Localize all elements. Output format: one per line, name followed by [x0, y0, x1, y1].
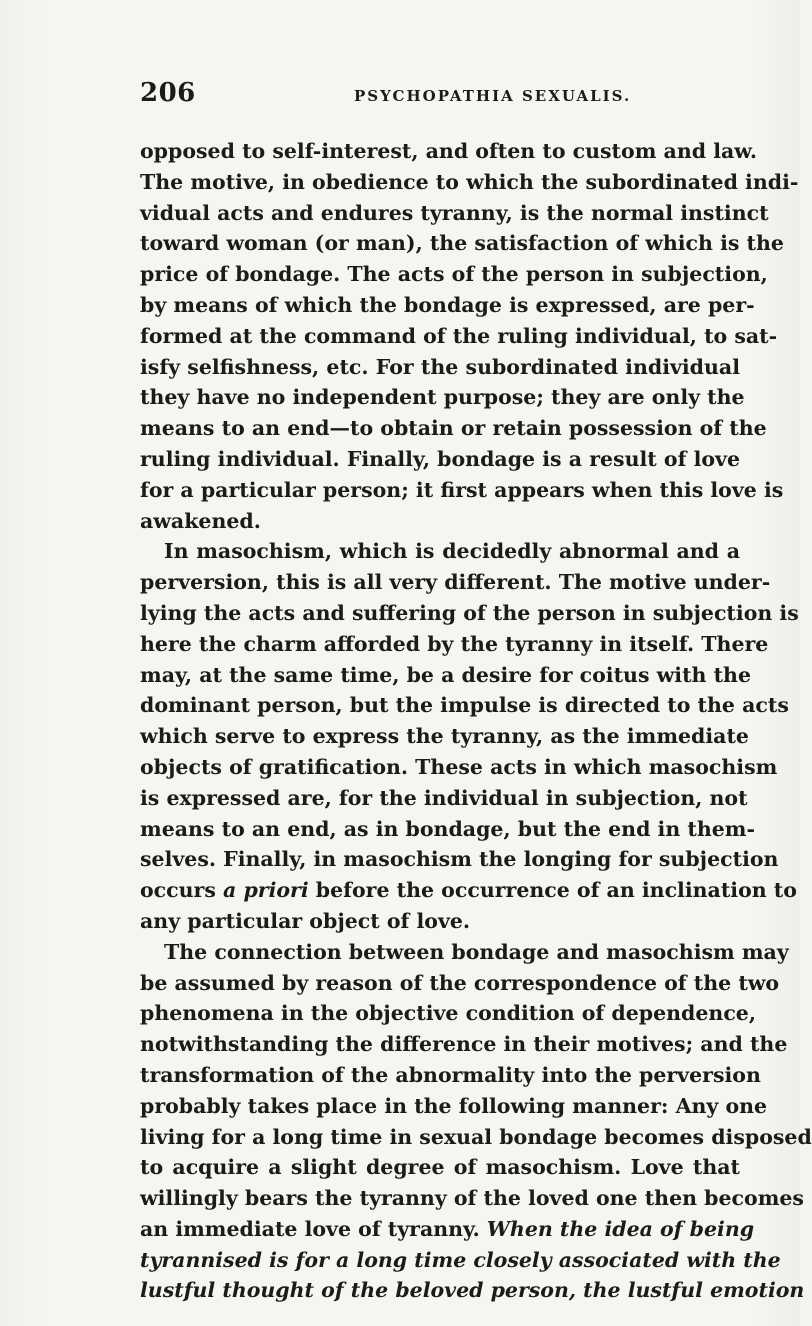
text-line	[140, 1275, 805, 1306]
text-line: living for a long time in sexual bondage becomes disposed	[140, 1124, 812, 1149]
text-line	[140, 1214, 755, 1245]
text-line: isfy selfishness, etc. For the subordinated individual	[140, 354, 740, 379]
text-line: ruling individual. Finally, bondage is a result of love	[140, 446, 740, 471]
text-run: occurs	[140, 878, 224, 903]
text-line: to acquire a slight degree of masochism. Love that	[140, 1155, 740, 1180]
italic-text: a priori	[223, 878, 309, 903]
text-line: price of bondage. The acts of the person in subjection,	[140, 262, 768, 287]
page-header	[140, 78, 740, 114]
italic-text: lustful thought of the beloved person, the lustful emotion	[140, 1278, 805, 1303]
body-text	[140, 136, 812, 1306]
text-line	[140, 1245, 781, 1276]
text-line: means to an end, as in bondage, but the end in them-	[140, 816, 755, 841]
text-line: awakened.	[140, 508, 261, 533]
text-line: toward woman (or man), the satisfaction of which is the	[140, 231, 784, 256]
text-line: be assumed by reason of the correspondence of the two	[140, 970, 780, 995]
text-line: selves. Finally, in masochism the longing for subjection	[140, 847, 779, 872]
text-line: vidual acts and endures tyranny, is the normal instinct	[140, 200, 769, 225]
paragraph-1	[140, 136, 799, 536]
text-line: for a particular person; it first appears when this love is	[140, 477, 784, 502]
text-line: which serve to express the tyranny, as the immediate	[140, 724, 749, 749]
text-line: by means of which the bondage is expressed, are per-	[140, 292, 755, 317]
text-line: notwithstanding the difference in their motives; and the	[140, 1032, 788, 1057]
text-line: they have no independent purpose; they are only the	[140, 385, 745, 410]
text-line: The motive, in obedience to which the subordinated indi-	[140, 169, 799, 194]
paragraph-3	[140, 937, 812, 1307]
text-run: an immediate love of tyranny.	[140, 1216, 487, 1241]
paragraph-2	[140, 536, 799, 936]
text-line: probably takes place in the following manner: Any one	[140, 1093, 768, 1118]
italic-text: When the idea of being	[486, 1216, 755, 1241]
page-number: 206	[140, 78, 196, 108]
text-line: phenomena in the objective condition of dependence,	[140, 1001, 756, 1026]
text-line: willingly bears the tyranny of the loved one then becomes	[140, 1186, 804, 1211]
text-line: means to an end—to obtain or retain possession of the	[140, 416, 767, 441]
text-line: dominant person, but the impulse is directed to the acts	[140, 693, 789, 718]
text-run: before the occurrence of an inclination to	[308, 878, 797, 903]
text-line: objects of gratification. These acts in which masochism	[140, 754, 778, 779]
text-line: perversion, this is all very different. The motive under-	[140, 570, 771, 595]
text-line: In masochism, which is decidedly abnormal and a	[164, 539, 740, 564]
text-line: formed at the command of the ruling individual, to sat-	[140, 323, 778, 348]
text-line: any particular object of love.	[140, 908, 471, 933]
italic-text: tyrannised is for a long time closely associated with the	[140, 1247, 781, 1272]
text-line: is expressed are, for the individual in subjection, not	[140, 785, 748, 810]
text-line: opposed to self-interest, and often to custom and law.	[140, 139, 757, 163]
text-line: lying the acts and suffering of the person in subjection is	[140, 600, 799, 625]
text-line	[140, 875, 797, 906]
text-line: may, at the same time, be a desire for coitus with the	[140, 662, 752, 687]
text-line: here the charm afforded by the tyranny in itself. There	[140, 631, 769, 656]
text-line: The connection between bondage and masochism may	[164, 939, 789, 964]
running-head: PSYCHOPATHIA SEXUALIS.	[354, 87, 632, 105]
text-line: transformation of the abnormality into the perversion	[140, 1062, 761, 1087]
